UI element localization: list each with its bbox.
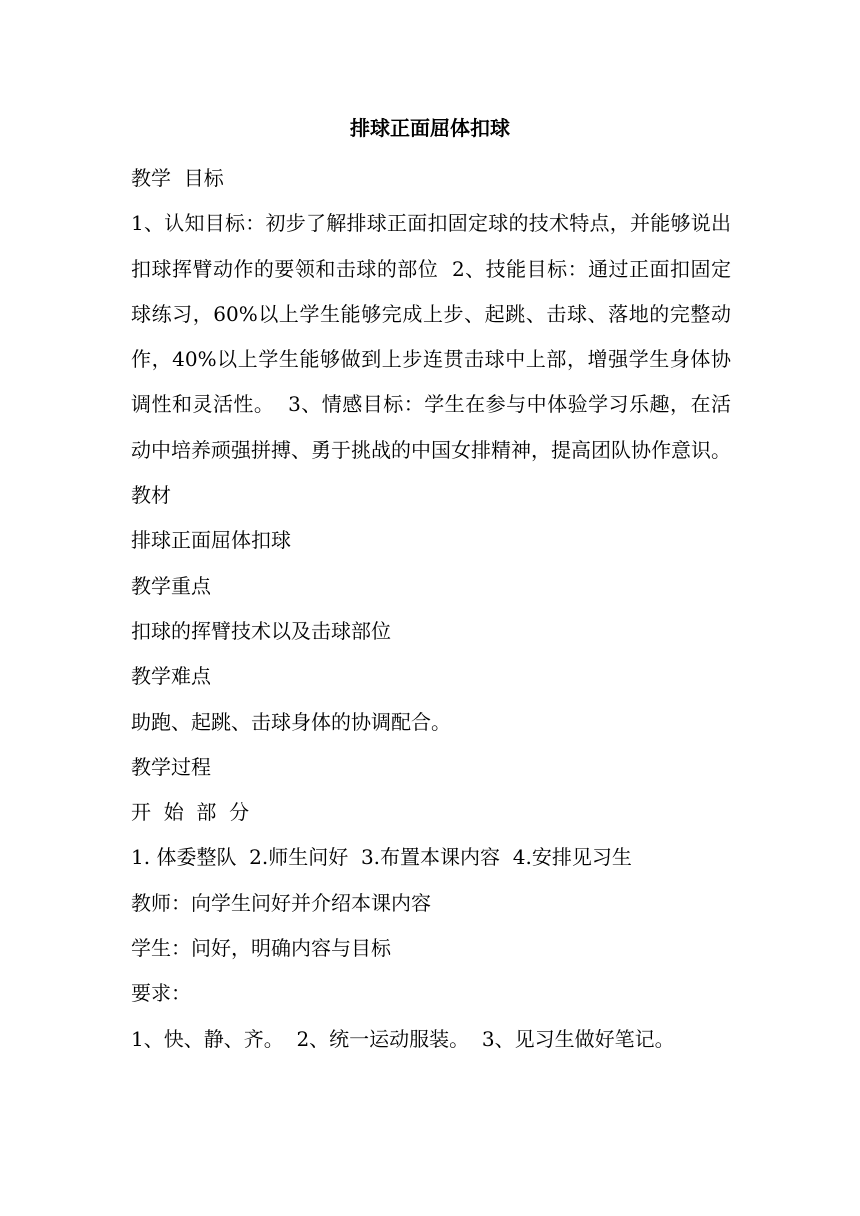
process-heading: 教学过程 xyxy=(131,754,211,779)
material-heading: 教材 xyxy=(131,483,171,508)
requirements-text: 1、快、静、齐。 2、统一运动服装。 3、见习生做好笔记。 xyxy=(131,1026,675,1051)
document-body xyxy=(131,156,731,1062)
difficulties-heading: 教学难点 xyxy=(131,664,211,689)
material-text: 排球正面屈体扣球 xyxy=(131,528,291,553)
key-points-heading: 教学重点 xyxy=(131,573,211,598)
start-steps: 1. 体委整队 2.师生问好 3.布置本课内容 4.安排见习生 xyxy=(131,845,632,870)
key-points-text: 扣球的挥臂技术以及击球部位 xyxy=(131,618,391,643)
start-section-heading: 开 始 部 分 xyxy=(131,800,250,825)
requirements-label: 要求： xyxy=(131,981,191,1006)
document-title: 排球正面屈体扣球 xyxy=(350,116,510,140)
teacher-text: 教师：向学生问好并介绍本课内容 xyxy=(131,890,431,915)
difficulties-text: 助跑、起跳、击球身体的协调配合。 xyxy=(131,709,451,734)
student-text: 学生：问好，明确内容与目标 xyxy=(131,936,391,961)
objectives-paragraph: 1、认知目标：初步了解排球正面扣固定球的技术特点，并能够说出扣球挥臂动作的要领和击球的部位 2、技能目标：通过正面扣固定球练习，60%以上学生能够完成上步、起跳、击球、落地的完整动作，40%以上学生能够做到上步连贯击球中上部，增强学生身体协调性和灵活性。 3、情感目标：学生在参与中体验学习乐趣，在活动中培养顽强拼搏、勇于挑战的中国女排精神，提高团队协作意识。 xyxy=(131,211,731,462)
objectives-heading: 教学 目标 xyxy=(131,166,224,190)
